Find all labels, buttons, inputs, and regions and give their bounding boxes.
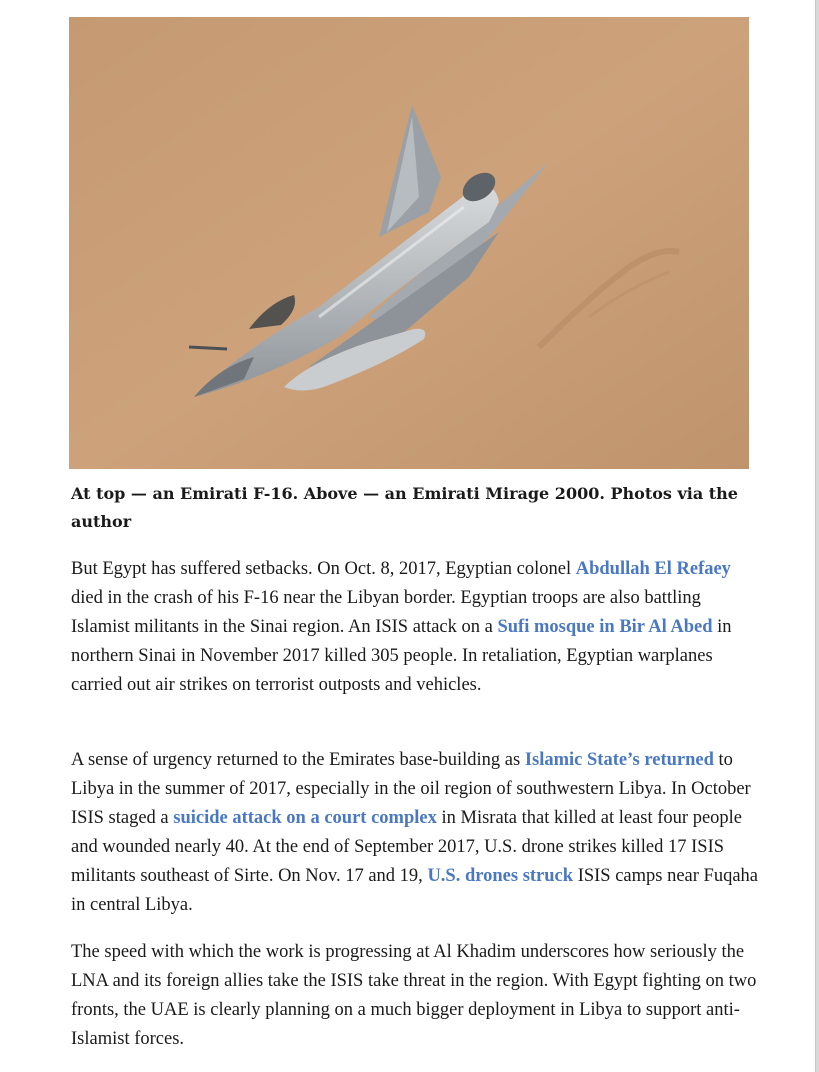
paragraph-text: But Egypt has suffered setbacks. On Oct. 8, 2017, Egyptian colonel (71, 559, 576, 579)
article-paragraph (71, 938, 761, 1054)
paragraph-text: The speed with which the work is progressing at Al Khadim underscores how seriously the LNA and its foreign allies take the ISIS take threat in the region. With Egypt fighting on two fronts, the UAE is clearly planning on a much bigger deployment in Libya to support anti-Islamist forces. (71, 942, 757, 1049)
paragraph-text: ISIS camps near Fuqaha in central Libya. (71, 866, 759, 915)
link-suicide-attack[interactable]: suicide attack on a court complex (173, 808, 437, 828)
paragraph-text: in Misrata that killed at least four people and wounded nearly 40. At the end of September 2017, U.S. drone strikes killed 17 ISIS militants southeast of Sirte. On Nov. 17 and 19, (71, 808, 743, 886)
photo-caption: At top — an Emirati F-16. Above — an Emirati Mirage 2000. Photos via the author (71, 484, 738, 531)
paragraph-text: A sense of urgency returned to the Emirates base-building as (71, 750, 525, 770)
link-sufi-mosque[interactable]: Sufi mosque in Bir Al Abed (497, 617, 713, 637)
jet-fighter-photo (69, 17, 749, 469)
paragraph-text: died in the crash of his F-16 near the Libyan border. Egyptian troops are also battling Islamist militants in the Sinai region. An ISIS attack on a (71, 588, 701, 637)
paragraph-text: in northern Sinai in November 2017 killed 305 people. In retaliation, Egyptian warplanes carried out air strikes on terrorist outposts and vehicles. (71, 617, 732, 695)
link-abdullah-el-refaey[interactable]: Abdullah El Refaey (575, 559, 731, 579)
link-us-drones-struck[interactable]: U.S. drones struck (427, 866, 574, 886)
mirage-jet-icon (69, 17, 749, 469)
link-islamic-state-returned[interactable]: Islamic State’s returned (524, 750, 714, 770)
article-paragraph (71, 555, 761, 700)
paragraph-text: to Libya in the summer of 2017, especially in the oil region of southwestern Libya. In October ISIS staged a (71, 750, 751, 828)
article-paragraph (71, 746, 761, 920)
